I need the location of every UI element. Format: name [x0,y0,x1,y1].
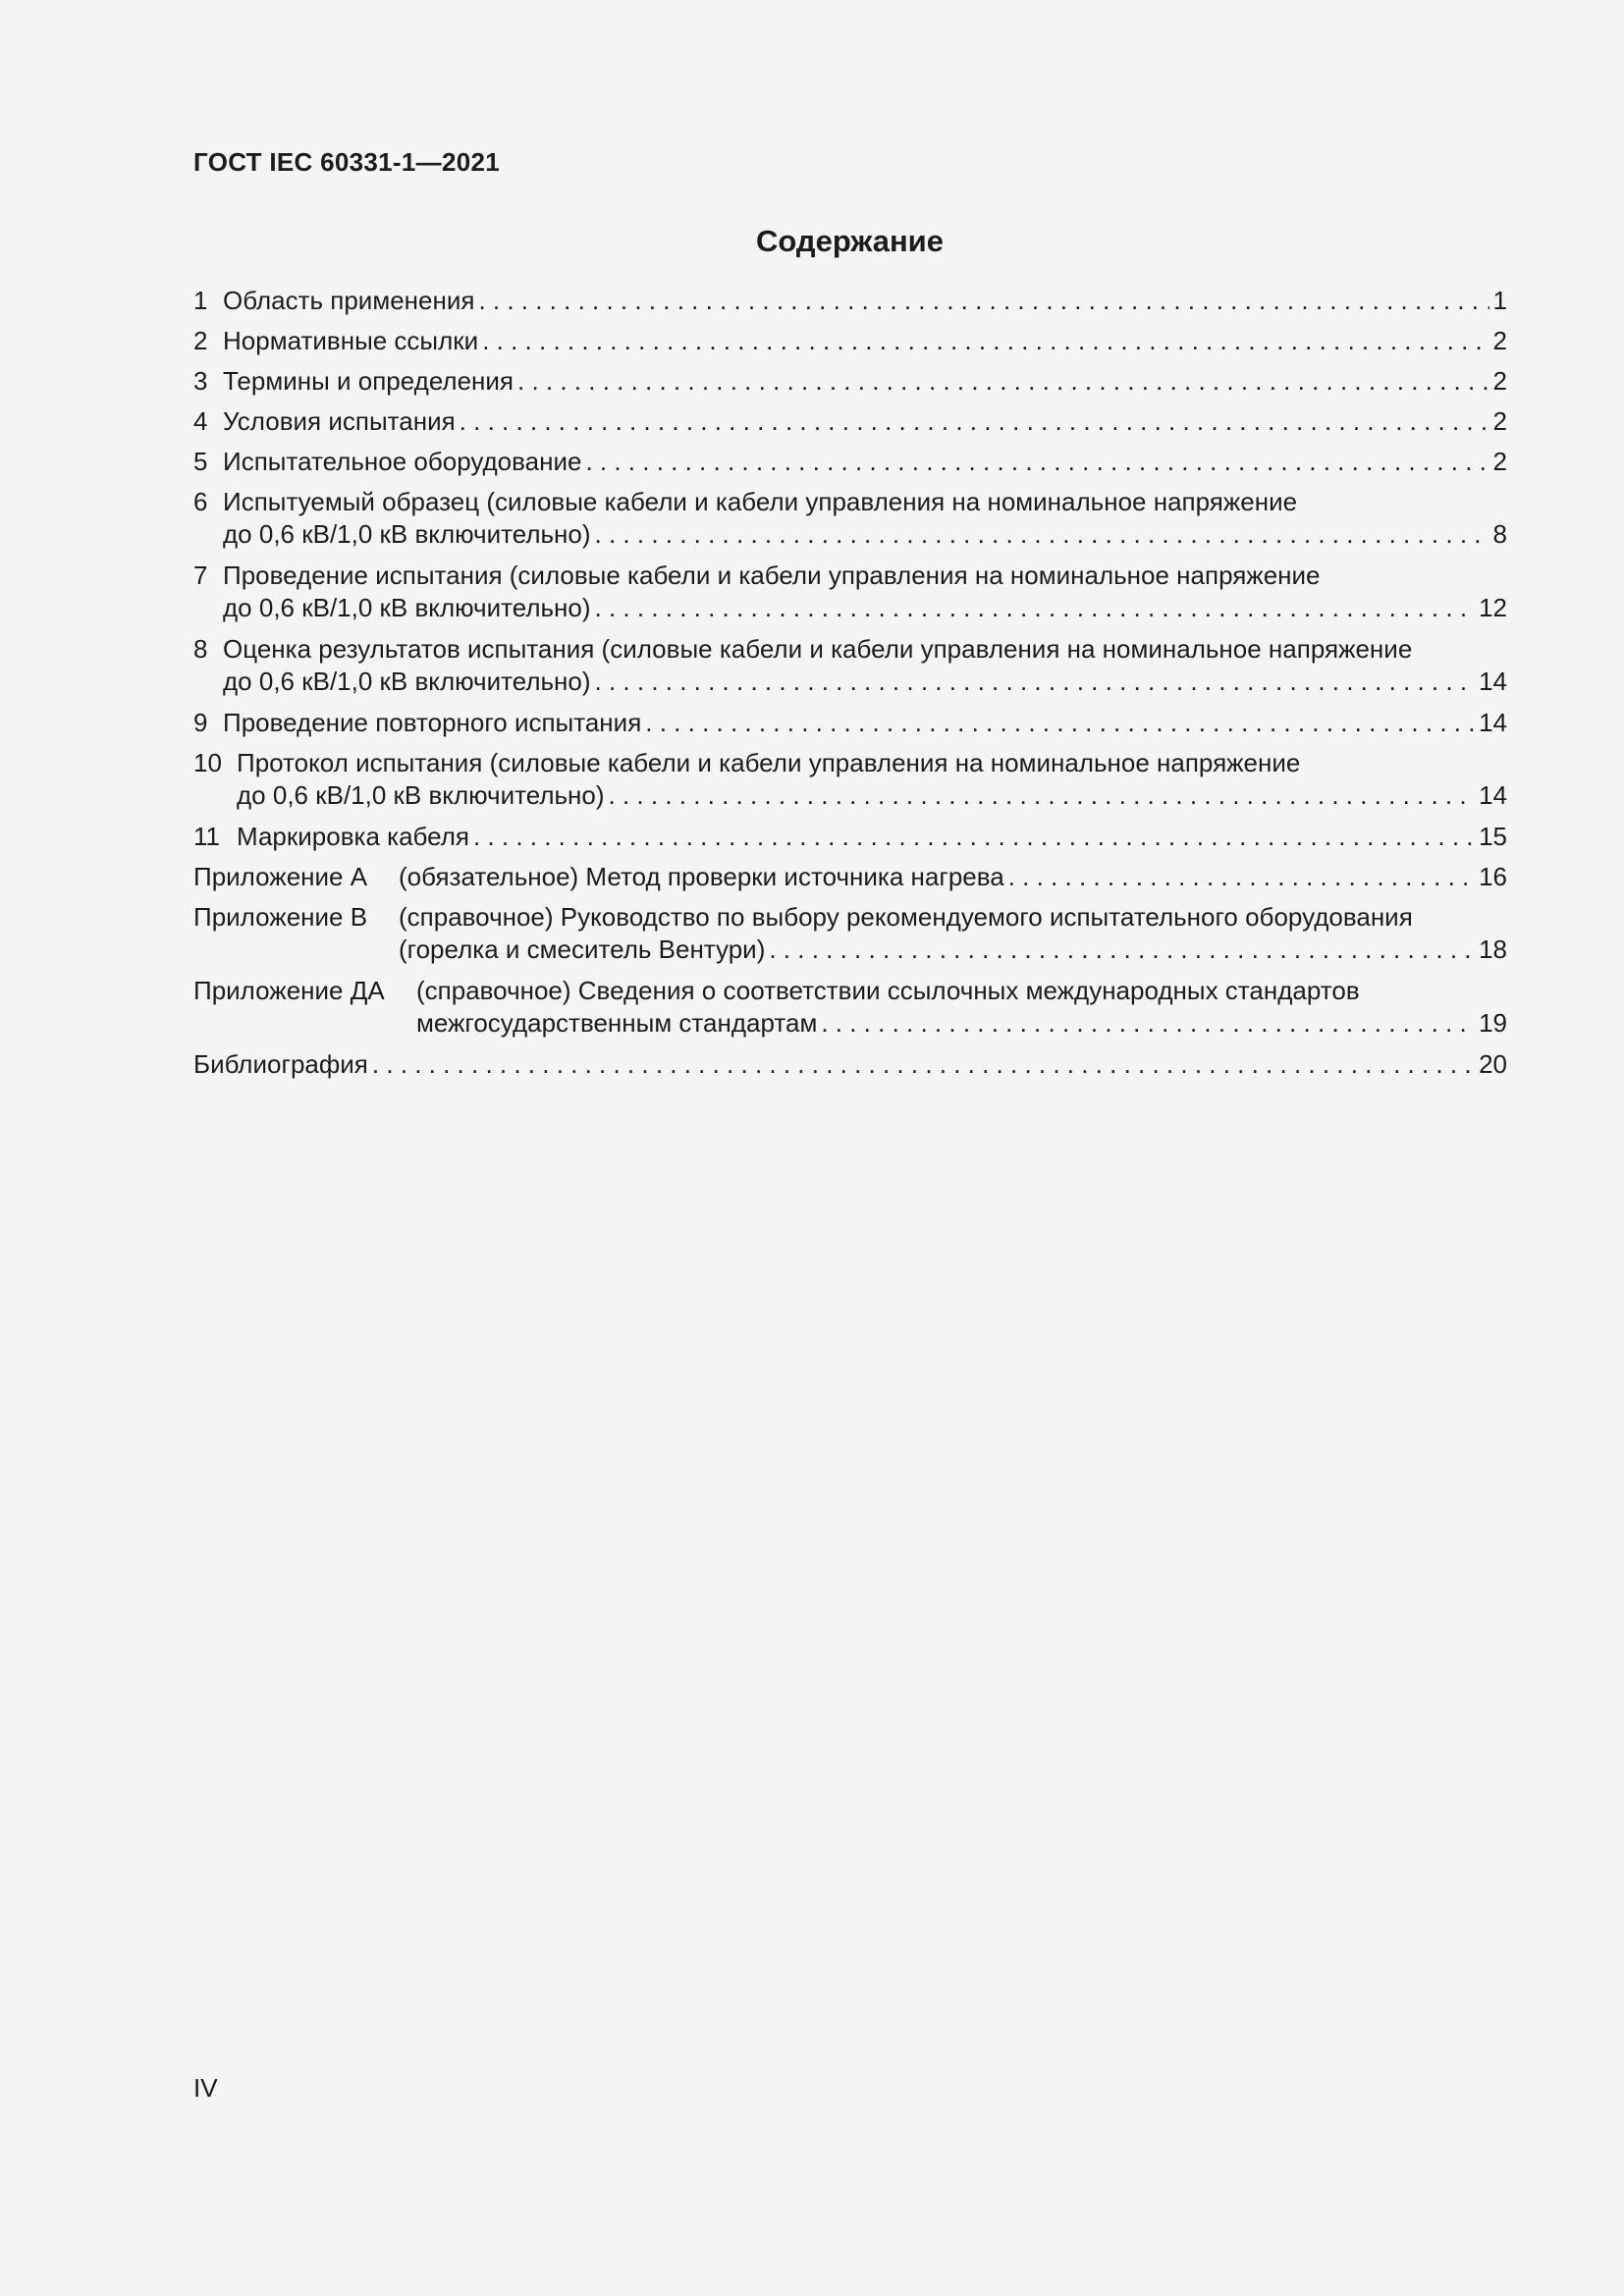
toc-entry-line [193,446,1507,478]
toc-entry-text: до 0,6 кВ/1,0 кВ включительно) [223,593,591,622]
toc-entry-number: Приложение А [193,862,368,891]
toc-entry-number: 11 [193,822,220,851]
toc-entry-page: 2 [1492,406,1507,436]
toc-entry-text: Библиография [193,1049,368,1079]
toc-entry-number: 3 [193,366,208,396]
toc-entry-text: до 0,6 кВ/1,0 кВ включительно) [223,667,591,696]
toc-entry [193,1048,1507,1081]
toc-entry-number: Приложение В [193,902,368,932]
toc-entry-number: 8 [193,634,208,664]
toc-entry-line [193,633,1507,666]
dot-leader [595,666,1476,698]
dot-leader [1008,861,1475,893]
toc-entry-text: (справочное) Руководство по выбору рекомендуемого испытательного оборудования [399,902,1413,932]
toc-entry-line [193,1007,1507,1040]
toc-entry-text: (обязательное) Метод проверки источника нагрева [399,862,1004,891]
toc-entry [193,285,1507,317]
toc-entry-page: 20 [1479,1049,1507,1079]
dot-leader [585,446,1489,478]
toc-entry-line [193,486,1507,518]
toc-entry [193,821,1507,853]
dot-leader [595,592,1476,624]
toc-entry-text: межгосударственным стандартам [416,1008,818,1038]
toc-entry-line [193,365,1507,398]
toc-entry [193,560,1507,624]
toc-entry [193,405,1507,438]
dot-leader [517,365,1489,398]
toc-entry-page: 1 [1492,286,1507,315]
toc-entry-line [193,901,1507,934]
toc-entry-text: Оценка результатов испытания (силовые кабели и кабели управления на номинальное напряжение [223,634,1413,664]
toc-entry-line [193,975,1507,1007]
toc-entry-line [193,560,1507,592]
toc-entry-text: до 0,6 кВ/1,0 кВ включительно) [237,780,605,810]
toc-entry-line [193,861,1507,893]
toc-entry-text: Маркировка кабеля [237,822,469,851]
toc-entry-number: 7 [193,561,208,590]
toc-entry-line [193,1048,1507,1081]
dot-leader [595,518,1489,551]
toc-entry-text: (справочное) Сведения о соответствии ссылочных международных стандартов [416,976,1360,1005]
toc-entry [193,446,1507,478]
standard-designation: ГОСТ IEC 60331-1—2021 [193,147,500,177]
toc-entry-page: 14 [1479,708,1507,737]
toc-entry-text: Нормативные ссылки [223,326,479,355]
toc-entry-text: Испытательное оборудование [223,447,582,476]
toc-entry-text: (горелка и смеситель Вентури) [399,934,766,964]
toc-entry-page: 2 [1492,326,1507,355]
toc-entry-line [193,747,1507,779]
toc-entry [193,975,1507,1040]
toc-entry-text: Термины и определения [223,366,514,396]
dot-leader [372,1048,1475,1081]
toc-entry [193,747,1507,812]
toc-entry-line [193,707,1507,739]
toc-entry-page: 2 [1492,366,1507,396]
toc-entry [193,901,1507,966]
dot-leader [478,285,1489,317]
toc-entry [193,861,1507,893]
toc-entry-line [193,518,1507,551]
toc-entry-number: 2 [193,326,208,355]
toc-entry-line [193,779,1507,812]
dot-leader [473,821,1475,853]
toc-entry-number: Приложение ДА [193,976,385,1005]
dot-leader [645,707,1475,739]
toc-entry [193,365,1507,398]
toc-entry [193,633,1507,698]
toc-entry [193,325,1507,357]
toc-entry-line [193,821,1507,853]
toc-entry-page: 18 [1479,934,1507,964]
dot-leader [460,405,1489,438]
toc-entry-line [193,934,1507,966]
toc-entry-line [193,285,1507,317]
toc-entry-number: 9 [193,708,208,737]
toc-entry-page: 19 [1479,1008,1507,1038]
toc-entry-page: 15 [1479,822,1507,851]
page-number: IV [193,2073,218,2103]
toc-entry-number: 4 [193,406,208,436]
toc-entry-page: 12 [1479,593,1507,622]
toc-entry-text: Испытуемый образец (силовые кабели и кабели управления на номинальное напряжение [223,487,1298,516]
toc-title: Содержание [756,224,944,258]
toc-entry-page: 2 [1492,447,1507,476]
dot-leader [769,934,1475,966]
toc-entry-page: 14 [1479,667,1507,696]
toc-entry-line [193,325,1507,357]
toc-entry-number: 10 [193,748,222,777]
toc-entry-page: 8 [1492,519,1507,549]
toc-entry-text: Условия испытания [223,406,456,436]
toc-entry-text: до 0,6 кВ/1,0 кВ включительно) [223,519,591,549]
toc-entry-number: 5 [193,447,208,476]
toc-entry-number: 1 [193,286,208,315]
toc-entry-line [193,405,1507,438]
toc-entry-text: Проведение испытания (силовые кабели и кабели управления на номинальное напряжение [223,561,1321,590]
toc-entry-line [193,592,1507,624]
toc-entry [193,486,1507,551]
toc-entry-line [193,666,1507,698]
dot-leader [821,1007,1475,1040]
toc-entry-text: Область применения [223,286,475,315]
dot-leader [482,325,1489,357]
toc-entry-text: Протокол испытания (силовые кабели и кабели управления на номинальное напряжение [237,748,1301,777]
dot-leader [609,779,1476,812]
toc-entry-page: 14 [1479,780,1507,810]
toc-entry-page: 16 [1479,862,1507,891]
toc-entry [193,707,1507,739]
toc-entry-text: Проведение повторного испытания [223,708,642,737]
toc-entry-number: 6 [193,487,208,516]
